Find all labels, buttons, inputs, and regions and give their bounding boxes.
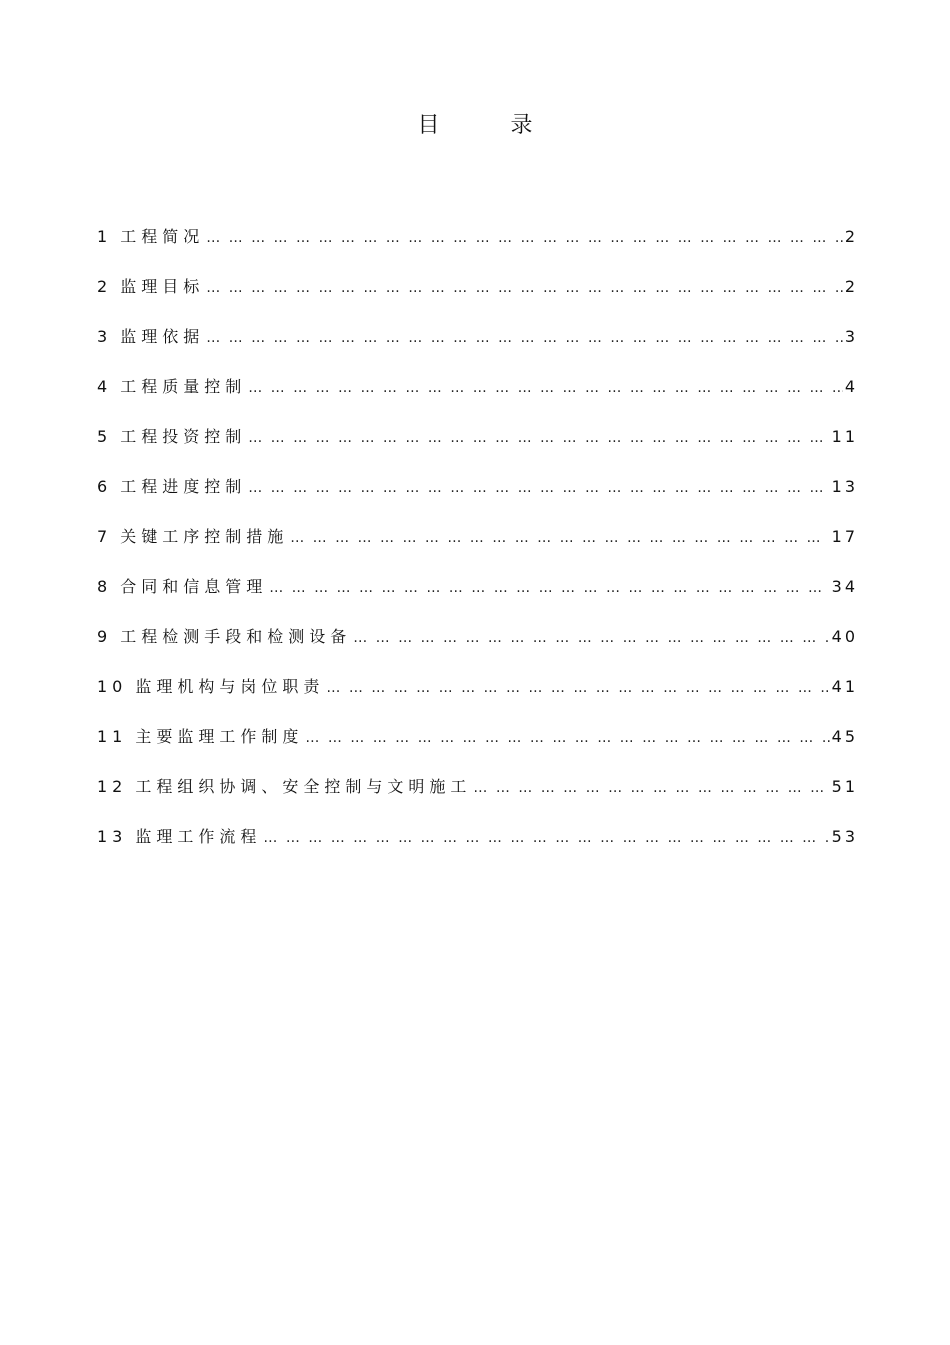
toc-entry-page: 45	[831, 727, 858, 746]
toc-entry-number: 6	[97, 477, 113, 496]
toc-entry[interactable]	[97, 224, 858, 274]
toc-entry-title: 监理机构与岗位职责	[135, 677, 325, 696]
toc-entry-title: 工程简况	[120, 227, 205, 246]
toc-entry-title: 工程检测手段和检测设备	[120, 627, 352, 646]
toc-entry-title: 工程进度控制	[120, 477, 247, 496]
toc-entry-number: 4	[97, 377, 113, 396]
toc-entry[interactable]	[97, 774, 858, 824]
toc-entry-page: 34	[831, 577, 858, 596]
toc-entry[interactable]	[97, 674, 858, 724]
toc-leader-dots	[206, 230, 843, 246]
toc-leader-dots	[248, 430, 829, 446]
page-title	[0, 108, 950, 144]
toc-entry-number: 8	[97, 577, 113, 596]
toc-entry-page: 41	[831, 677, 858, 696]
toc-entry-number: 1	[97, 227, 113, 246]
title-char-1: 目	[417, 113, 440, 138]
toc-entry-page: 40	[831, 627, 858, 646]
toc-entry[interactable]	[97, 724, 858, 774]
table-of-contents	[97, 224, 858, 874]
toc-entry[interactable]	[97, 624, 858, 674]
toc-entry[interactable]	[97, 824, 858, 874]
toc-entry-title: 主要监理工作制度	[135, 727, 304, 746]
toc-entry-title: 工程组织协调、安全控制与文明施工	[135, 777, 472, 796]
toc-entry[interactable]	[97, 474, 858, 524]
toc-entry-number: 9	[97, 627, 113, 646]
toc-entry-page: 4	[844, 377, 858, 396]
toc-entry-number: 11	[97, 727, 128, 746]
toc-entry-page: 3	[844, 327, 858, 346]
toc-leader-dots	[263, 830, 829, 846]
toc-leader-dots	[473, 780, 829, 796]
toc-entry[interactable]	[97, 424, 858, 474]
toc-leader-dots	[353, 630, 829, 646]
toc-entry-page: 17	[831, 527, 858, 546]
toc-entry[interactable]	[97, 324, 858, 374]
toc-leader-dots	[206, 280, 843, 296]
toc-entry-page: 51	[831, 777, 858, 796]
toc-entry-number: 13	[97, 827, 128, 846]
toc-leader-dots	[305, 730, 829, 746]
toc-leader-dots	[206, 330, 843, 346]
toc-entry[interactable]	[97, 574, 858, 624]
toc-entry-number: 12	[97, 777, 128, 796]
toc-entry-number: 10	[97, 677, 128, 696]
toc-entry-number: 3	[97, 327, 113, 346]
toc-entry-page: 2	[844, 277, 858, 296]
toc-entry-title: 关键工序控制措施	[120, 527, 289, 546]
toc-entry-page: 53	[831, 827, 858, 846]
toc-entry-title: 合同和信息管理	[120, 577, 268, 596]
title-char-2: 录	[510, 113, 533, 138]
toc-entry[interactable]	[97, 274, 858, 324]
toc-entry-number: 5	[97, 427, 113, 446]
toc-entry-title: 监理目标	[120, 277, 205, 296]
toc-leader-dots	[290, 530, 829, 546]
toc-leader-dots	[248, 380, 843, 396]
toc-entry-number: 7	[97, 527, 113, 546]
toc-entry-title: 监理依据	[120, 327, 205, 346]
toc-entry[interactable]	[97, 524, 858, 574]
toc-entry-title: 监理工作流程	[135, 827, 262, 846]
toc-entry-page: 11	[831, 427, 858, 446]
toc-leader-dots	[326, 680, 829, 696]
toc-entry-number: 2	[97, 277, 113, 296]
toc-entry-page: 2	[844, 227, 858, 246]
toc-entry[interactable]	[97, 374, 858, 424]
toc-leader-dots	[248, 480, 829, 496]
toc-leader-dots	[269, 580, 829, 596]
toc-entry-title: 工程质量控制	[120, 377, 247, 396]
toc-entry-page: 13	[831, 477, 858, 496]
toc-entry-title: 工程投资控制	[120, 427, 247, 446]
